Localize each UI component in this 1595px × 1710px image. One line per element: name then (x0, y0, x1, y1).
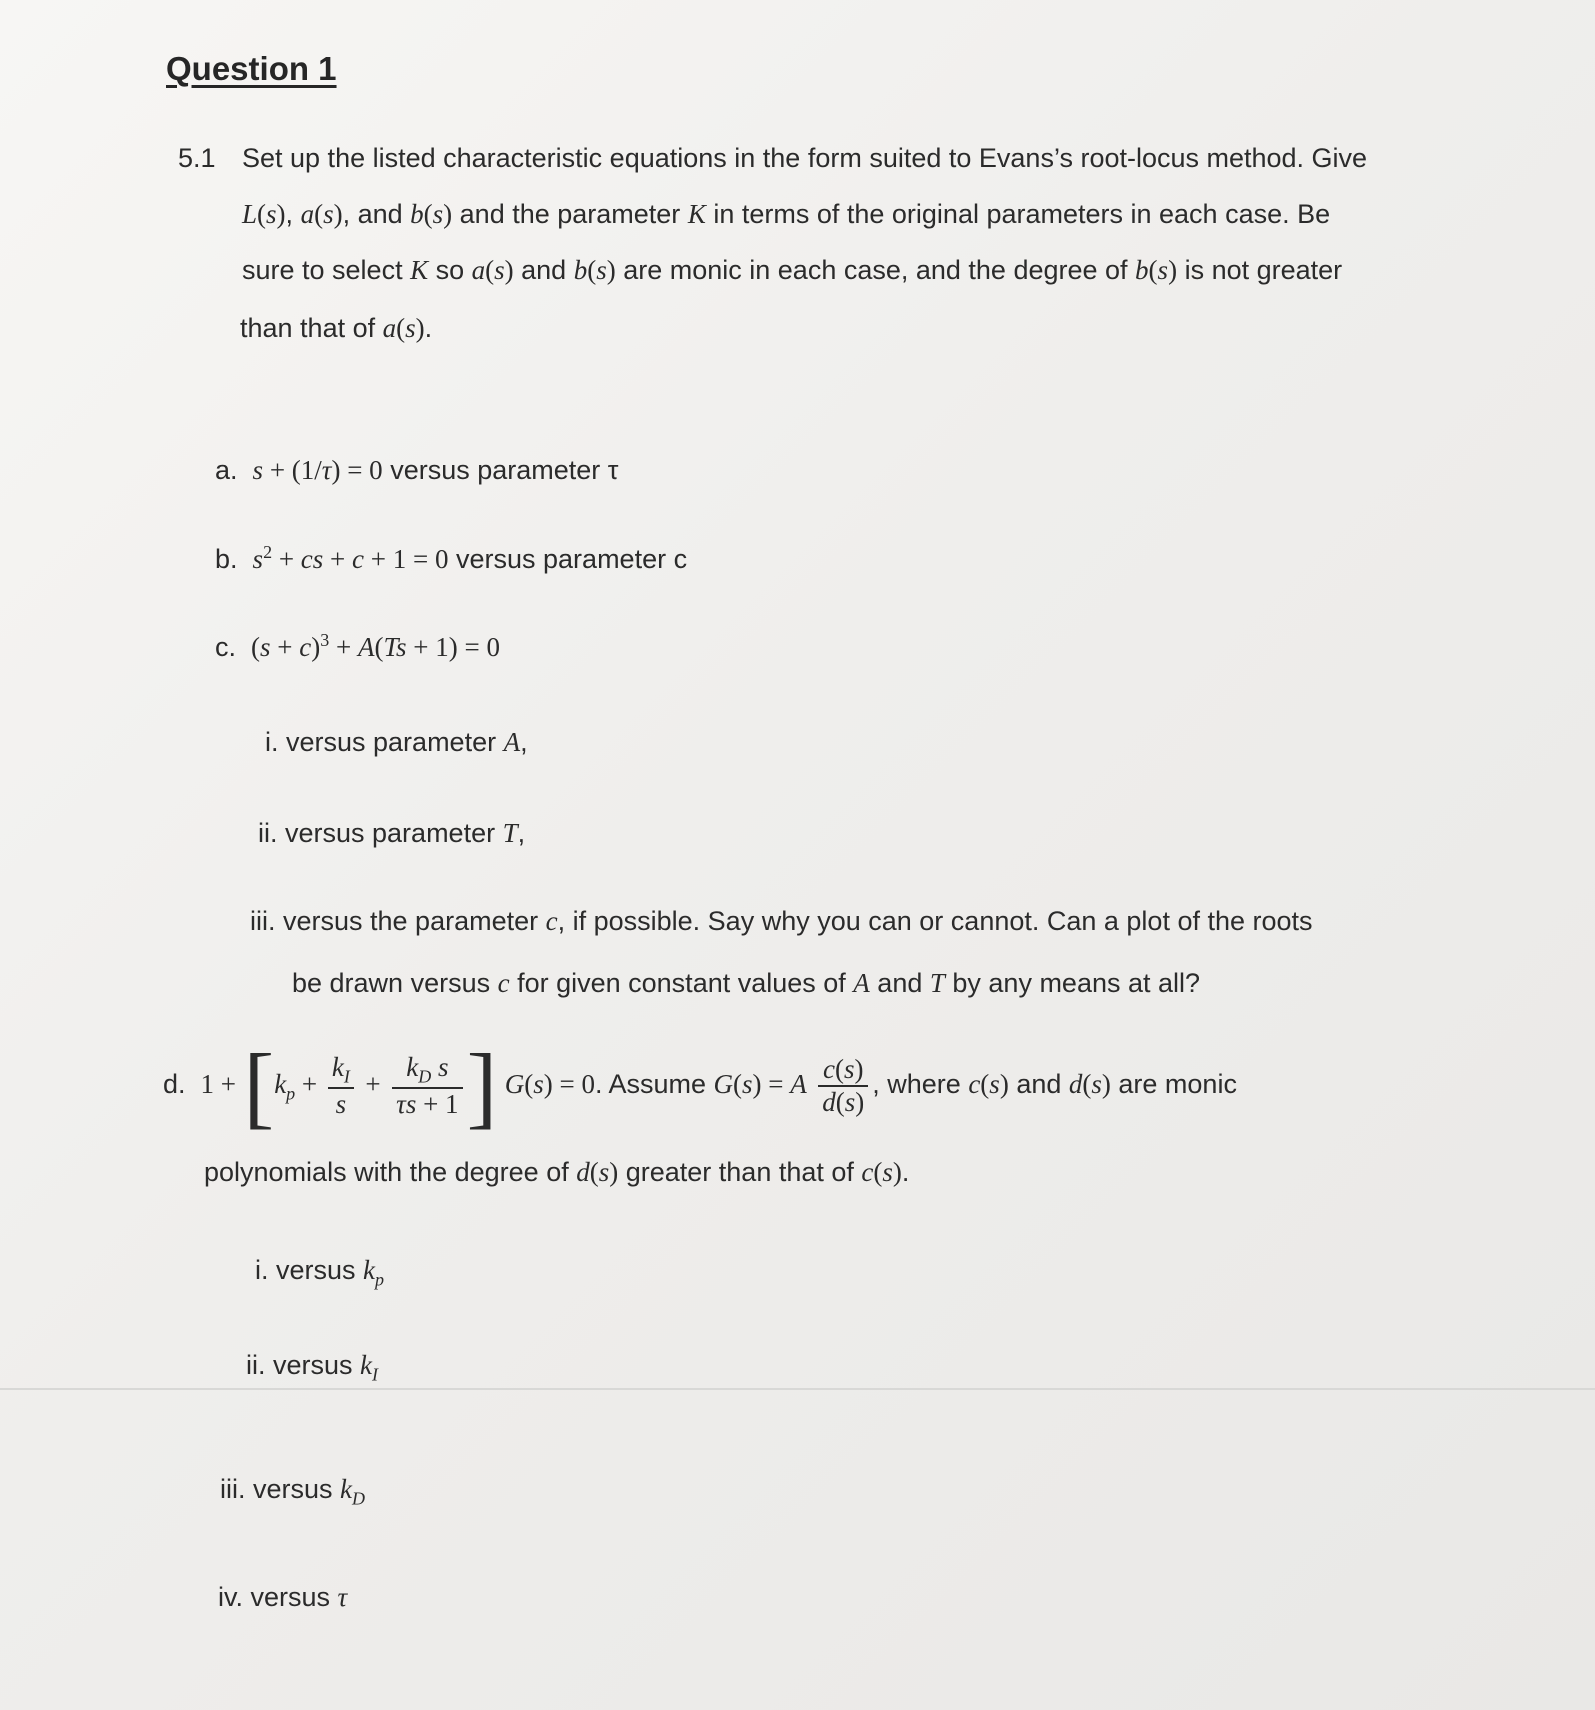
item-c-i: i. versus parameter A, (265, 727, 528, 757)
item-a: a. s + (1/τ) = 0 versus parameter τ (215, 455, 619, 485)
item-b: b. $s^2$ + cs + c + 1 = 0 versus parameter c (215, 542, 688, 574)
item-d-ii: ii. versus $k_I$ (246, 1350, 379, 1385)
item-d: d. $1 + [k_p$ + $\frac{k_I}{s}$ + $\frac{k_D s}{\tau s + 1}$ ] G(s) = 0. Assume G(s) = A $\frac{c(s)}{d(s)}$ , where c(s) and d(s) are monic (163, 1035, 1237, 1137)
item-d-cont: polynomials with the degree of d(s) greater than that of c(s). (204, 1157, 910, 1187)
page-title: Question 1 (166, 50, 337, 87)
item-c: c. $(s + c)^3 + A(Ts + 1) = 0$ (215, 630, 500, 662)
page-rule (0, 1388, 1595, 1390)
item-c-ii: ii. versus parameter T, (258, 818, 526, 848)
item-d-i: i. versus $k_p$ (255, 1255, 385, 1290)
item-c-iii: iii. versus the parameter c, if possible. Say why you can or cannot. Can a plot of the roots (250, 906, 1313, 936)
item-d-iv: iv. versus τ (218, 1582, 348, 1612)
item-d-iii: iii. versus $k_D$ (220, 1474, 366, 1509)
item-c-iii-cont: be drawn versus c for given constant values of A and T by any means at all? (292, 968, 1201, 998)
intro-number: 5.1 (178, 143, 216, 173)
